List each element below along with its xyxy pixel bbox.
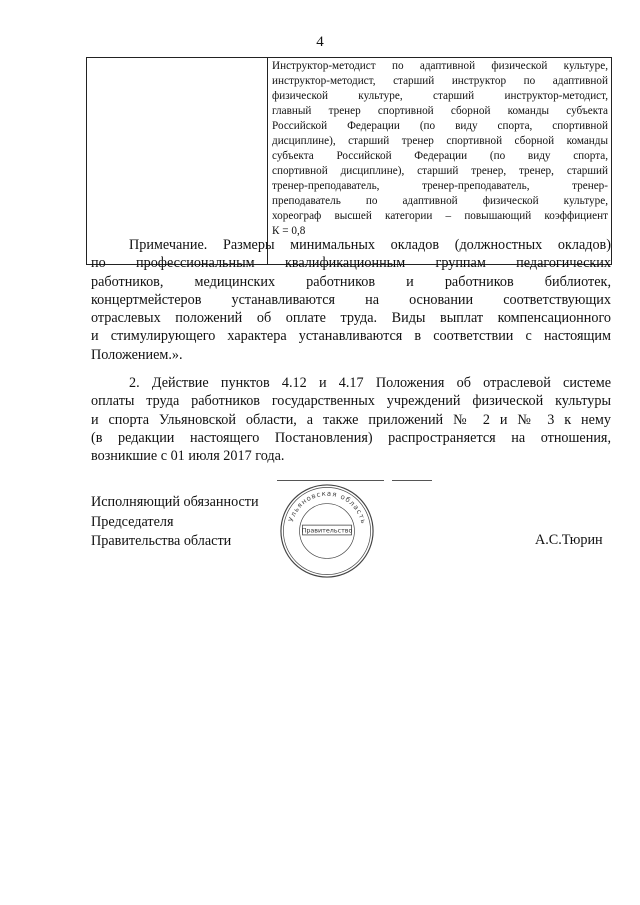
paragraph-line: Примечание. Размеры минимальных окладов (должностных окладов): [129, 237, 611, 253]
table-line: К = 0,8: [272, 225, 306, 237]
clause-2-paragraph: [91, 374, 611, 465]
paragraph-line: оплаты труда работников государственных учреждений физической культуры: [91, 393, 611, 410]
table-line: главный тренер спортивной сборной команды субъекта: [272, 105, 608, 117]
table-cell-empty: [87, 58, 268, 265]
paragraph-line: (в редакции настоящего Постановления) распространяется на отношения,: [91, 429, 611, 446]
paragraph-line: по профессиональным квалификационным группам педагогических: [91, 255, 611, 272]
table-line: Российской Федерации (по виду спорта, спортивной: [272, 120, 608, 132]
table-line: Инструктор-методист по адаптивной физической культуре,: [272, 60, 608, 72]
signature-line: [392, 480, 432, 481]
signer-title: [91, 493, 259, 552]
paragraph-line: возникшие с 01 июля 2017 года.: [91, 448, 285, 465]
paragraph-line: и спорта Ульяновской области, а также приложений № 2 и № 3 к нему: [91, 411, 611, 428]
table-cell-positions: [268, 58, 612, 265]
paragraph-line: и стимулирующего характера устанавливаются в соответствии с настоящим: [91, 328, 611, 345]
paragraph-line: Положением.».: [91, 346, 183, 363]
table-line: инструктор-методист, старший инструктор по адаптивной: [272, 75, 608, 87]
seal-ring-text: Ульяновская область: [287, 489, 368, 526]
table-line: субъекта Российской Федерации (по виду спорта,: [272, 150, 608, 162]
note-paragraph: [91, 236, 611, 364]
paragraph-line: концертмейстеров устанавливаются на основании соответствующих: [91, 291, 611, 308]
signer-name: А.С.Тюрин: [535, 532, 603, 548]
table-line: физической культуре, старший инструктор-методист,: [272, 90, 608, 102]
official-seal: [278, 482, 376, 580]
paragraph-line: отраслевых положений об оплате труда. Виды выплат компенсационного: [91, 310, 611, 327]
signer-title-line: Исполняющий обязанности: [91, 494, 259, 510]
seal-center-text: Правительство: [301, 526, 353, 535]
table-line: преподаватель по адаптивной физической культуре,: [272, 195, 608, 207]
table-line: спортивной дисциплине), старший тренер, тренер, старший: [272, 165, 608, 177]
page-number: 4: [316, 34, 324, 50]
signer-title-line: Председателя: [91, 513, 174, 530]
signer-title-line: Правительства области: [91, 533, 232, 549]
table-line: хореограф высшей категории – повышающий коэффициент: [272, 210, 608, 222]
table-line: дисциплине), старший тренер спортивной сборной команды: [272, 135, 608, 147]
salary-table-fragment: [86, 57, 612, 265]
table-line: тренер-преподаватель, тренер-преподаватель, тренер-: [272, 180, 608, 192]
paragraph-line: работников, медицинских работников и работников библиотек,: [91, 273, 611, 290]
paragraph-line: 2. Действие пунктов 4.12 и 4.17 Положения об отраслевой системе: [129, 375, 611, 391]
signature-line: [277, 480, 384, 481]
